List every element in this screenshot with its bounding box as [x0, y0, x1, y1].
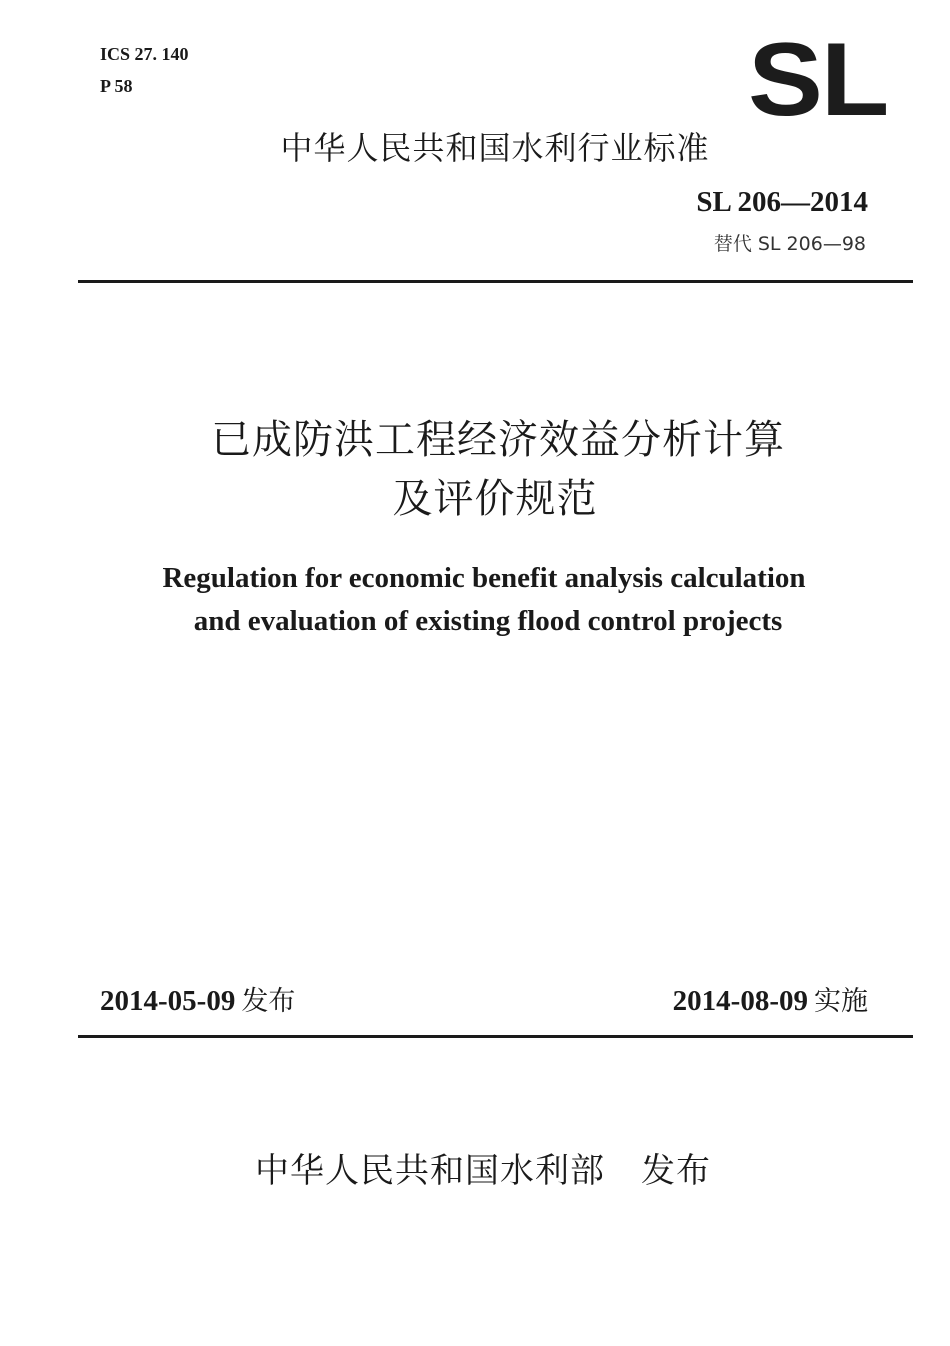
implement-date-block — [673, 982, 868, 1021]
title-cn-line2: 及评价规范 — [392, 476, 598, 522]
publisher-line — [255, 1150, 711, 1192]
title-cn-line1: 已成防洪工程经济效益分析计算 — [211, 417, 785, 463]
title-en-line1: Regulation for economic benefit analysis calculation — [162, 562, 806, 594]
implement-label: 实施 — [814, 986, 868, 1017]
standard-number: SL 206—2014 — [696, 186, 868, 218]
issue-date: 2014-05-09 — [100, 985, 236, 1017]
publisher-name: 中华人民共和国水利部 — [255, 1151, 605, 1191]
implement-date: 2014-08-09 — [672, 985, 808, 1017]
top-divider — [78, 280, 913, 283]
publisher-action: 发布 — [641, 1151, 711, 1191]
ccs-code: P 58 — [100, 76, 133, 96]
sl-logo: SL — [748, 22, 888, 138]
bottom-divider — [78, 1035, 913, 1038]
title-en-line2: and evaluation of existing flood control projects — [193, 605, 783, 637]
issue-date-block — [100, 982, 295, 1021]
industry-standard-heading: 中华人民共和国水利行业标准 — [280, 129, 710, 167]
replaces-standard: 替代 SL 206—98 — [713, 233, 866, 255]
ics-code: ICS 27. 140 — [100, 44, 189, 64]
issue-label: 发布 — [241, 986, 296, 1017]
